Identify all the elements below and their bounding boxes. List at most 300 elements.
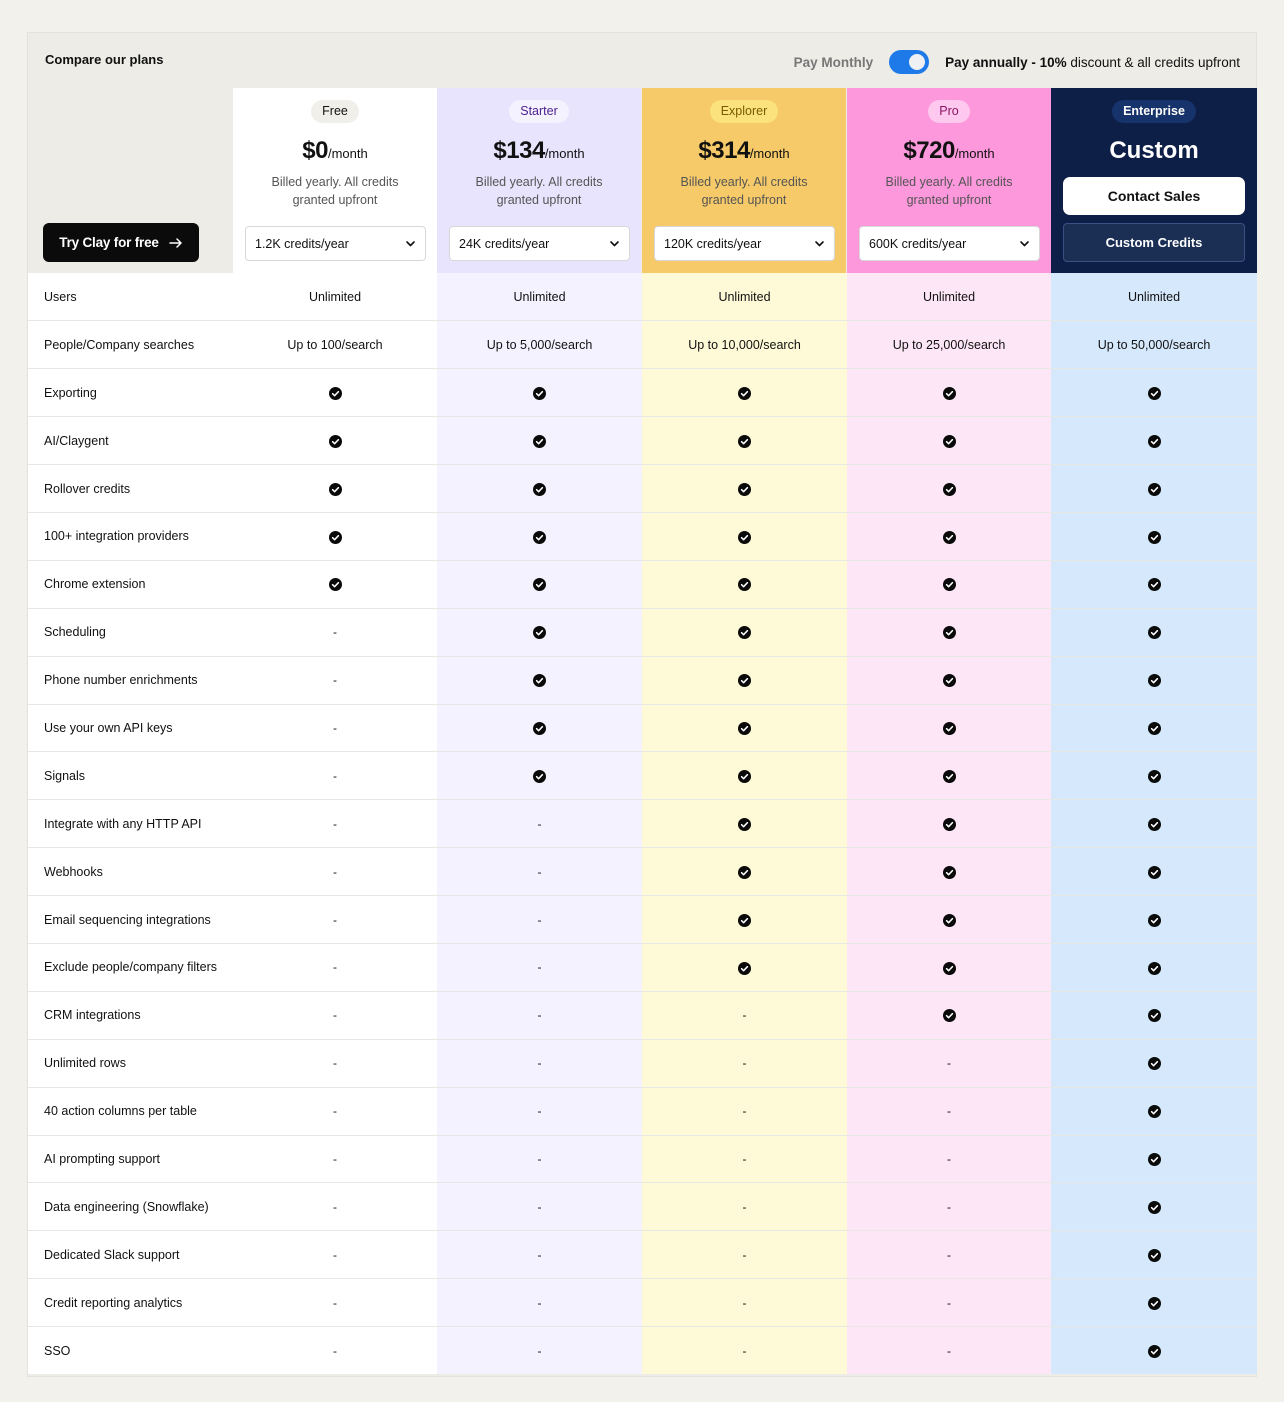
cell-value: Up to 25,000/search (892, 337, 1006, 352)
price-amount: $0 (302, 137, 328, 164)
check-circle-icon (533, 577, 546, 591)
check-circle-icon (738, 817, 751, 831)
check-circle-icon (738, 912, 751, 926)
cell-free (233, 704, 437, 752)
not-included-dash: - (537, 1056, 542, 1071)
cell-free (233, 321, 437, 369)
feature-name: Signals (28, 752, 233, 800)
cell-explorer-included (642, 704, 847, 752)
cell-enterprise-included (1051, 1279, 1257, 1327)
check-circle-icon (943, 817, 956, 831)
credits-select[interactable] (654, 226, 835, 261)
cell-enterprise-included (1051, 991, 1257, 1039)
check-circle-icon (533, 481, 546, 495)
cell-enterprise-included (1051, 417, 1257, 465)
price-amount: $720 (903, 137, 955, 164)
feature-name: CRM integrations (28, 991, 233, 1039)
cell-explorer-included (642, 608, 847, 656)
not-included-dash: - (333, 960, 337, 975)
not-included-dash: - (947, 1295, 951, 1310)
feature-row (28, 560, 1257, 608)
cell-starter-included (437, 752, 642, 800)
check-circle-icon (943, 481, 956, 495)
check-circle-icon (533, 529, 546, 543)
cell-pro (847, 1231, 1051, 1279)
feature-name: Unlimited rows (28, 1039, 233, 1087)
not-included-dash: - (742, 1056, 747, 1071)
not-included-dash: - (333, 1151, 337, 1166)
feature-name: 100+ integration providers (28, 512, 233, 560)
feature-name: Users (28, 273, 233, 321)
cell-pro-included (847, 369, 1051, 417)
cell-starter (437, 321, 642, 369)
not-included-dash: - (333, 1247, 337, 1262)
check-circle-icon (533, 434, 546, 448)
not-included-dash: - (537, 1008, 542, 1023)
not-included-dash: - (947, 1104, 951, 1119)
cell-free (233, 943, 437, 991)
cell-enterprise (1051, 273, 1257, 321)
pay-annually-bold: Pay annually - 10% (945, 54, 1067, 70)
check-circle-icon (329, 577, 342, 591)
cell-explorer (642, 321, 847, 369)
cell-enterprise-included (1051, 656, 1257, 704)
check-circle-icon (329, 386, 342, 400)
cell-pro-included (847, 512, 1051, 560)
feature-name: People/Company searches (28, 321, 233, 369)
not-included-dash: - (537, 1247, 542, 1262)
cell-free (233, 608, 437, 656)
cell-free (233, 1135, 437, 1183)
cell-enterprise-included (1051, 848, 1257, 896)
credits-select-value: 24K credits/year (459, 236, 550, 251)
cell-pro-included (847, 800, 1051, 848)
cell-explorer-included (642, 752, 847, 800)
cell-value: Up to 10,000/search (688, 337, 801, 352)
toggle-knob (909, 54, 925, 70)
cell-enterprise-included (1051, 608, 1257, 656)
not-included-dash: - (742, 1151, 747, 1166)
cell-free-included (233, 560, 437, 608)
cell-enterprise-included (1051, 1327, 1257, 1375)
cell-starter-included (437, 369, 642, 417)
cell-pro (847, 1279, 1051, 1327)
cell-pro (847, 1087, 1051, 1135)
cell-free (233, 656, 437, 704)
arrow-right-icon (169, 236, 183, 250)
cell-pro-included (847, 417, 1051, 465)
check-circle-icon (943, 434, 956, 448)
feature-name: AI/Claygent (28, 417, 233, 465)
feature-row (28, 512, 1257, 560)
check-circle-icon (1148, 1056, 1161, 1070)
feature-row (28, 943, 1257, 991)
cell-free (233, 1327, 437, 1375)
plan-badge: Starter (509, 100, 569, 123)
cell-starter (437, 991, 642, 1039)
not-included-dash: - (537, 960, 542, 975)
contact-sales-button[interactable]: Contact Sales (1063, 177, 1245, 215)
feature-row (28, 1087, 1257, 1135)
check-circle-icon (943, 721, 956, 735)
check-circle-icon (738, 434, 751, 448)
billing-note: Billed yearly. All credits granted upfront (271, 175, 399, 207)
features-table (28, 273, 1257, 1374)
cell-explorer-included (642, 800, 847, 848)
feature-name: Phone number enrichments (28, 656, 233, 704)
feature-row (28, 704, 1257, 752)
check-circle-icon (943, 625, 956, 639)
not-included-dash: - (947, 1247, 951, 1262)
feature-name: Chrome extension (28, 560, 233, 608)
feature-row (28, 656, 1257, 704)
cell-explorer (642, 1135, 847, 1183)
cell-starter (437, 1231, 642, 1279)
check-circle-icon (1148, 1152, 1161, 1166)
check-circle-icon (943, 865, 956, 879)
not-included-dash: - (333, 1008, 337, 1023)
not-included-dash: - (742, 1008, 747, 1023)
feature-name: Data engineering (Snowflake) (28, 1183, 233, 1231)
credits-select-value: 120K credits/year (664, 236, 762, 251)
cell-free (233, 800, 437, 848)
feature-name: Email sequencing integrations (28, 896, 233, 944)
check-circle-icon (1148, 577, 1161, 591)
plan-price (642, 138, 846, 167)
cell-pro-included (847, 656, 1051, 704)
plan-free (233, 88, 437, 273)
cell-starter-included (437, 560, 642, 608)
cell-pro (847, 321, 1051, 369)
check-circle-icon (1148, 721, 1161, 735)
cell-explorer (642, 273, 847, 321)
cell-enterprise-included (1051, 896, 1257, 944)
cell-explorer-included (642, 560, 847, 608)
cell-value: Unlimited (718, 289, 771, 304)
not-included-dash: - (333, 673, 337, 688)
check-circle-icon (533, 769, 546, 783)
plan-explorer (642, 88, 846, 273)
feature-name: Scheduling (28, 608, 233, 656)
cell-explorer (642, 991, 847, 1039)
cell-starter (437, 1279, 642, 1327)
cell-explorer (642, 1231, 847, 1279)
check-circle-icon (1148, 1248, 1161, 1262)
plan-enterprise (1051, 88, 1257, 273)
check-circle-icon (1148, 912, 1161, 926)
cell-starter (437, 273, 642, 321)
billing-note: Billed yearly. All credits granted upfront (680, 175, 808, 207)
check-circle-icon (943, 529, 956, 543)
compare-plans-card (27, 32, 1257, 1377)
cell-value: Unlimited (308, 289, 362, 304)
check-circle-icon (738, 721, 751, 735)
check-circle-icon (1148, 1296, 1161, 1310)
cell-enterprise (1051, 321, 1257, 369)
cell-enterprise-included (1051, 1231, 1257, 1279)
cell-value: Up to 5,000/search (486, 337, 593, 352)
check-circle-icon (1148, 625, 1161, 639)
credits-select-value: 1.2K credits/year (255, 236, 349, 251)
feature-row (28, 273, 1257, 321)
not-included-dash: - (333, 864, 337, 879)
credits-select[interactable] (245, 226, 426, 261)
cell-free (233, 1087, 437, 1135)
cell-free-included (233, 512, 437, 560)
check-circle-icon (1148, 481, 1161, 495)
not-included-dash: - (333, 1199, 337, 1214)
not-included-dash: - (742, 1247, 747, 1262)
check-circle-icon (738, 529, 751, 543)
cell-explorer-included (642, 512, 847, 560)
check-circle-icon (1148, 673, 1161, 687)
feature-row (28, 1231, 1257, 1279)
cell-pro-included (847, 752, 1051, 800)
not-included-dash: - (333, 1056, 337, 1071)
chevron-down-icon (405, 238, 416, 249)
chevron-down-icon (609, 238, 620, 249)
cell-pro (847, 273, 1051, 321)
check-circle-icon (738, 865, 751, 879)
not-included-dash: - (333, 720, 337, 735)
check-circle-icon (1148, 817, 1161, 831)
not-included-dash: - (333, 816, 337, 831)
cell-explorer-included (642, 417, 847, 465)
not-included-dash: - (947, 1199, 951, 1214)
not-included-dash: - (537, 1199, 542, 1214)
check-circle-icon (1148, 1008, 1161, 1022)
feature-row (28, 1279, 1257, 1327)
cell-starter (437, 1087, 642, 1135)
cell-free-included (233, 369, 437, 417)
feature-name: Webhooks (28, 848, 233, 896)
cell-pro-included (847, 848, 1051, 896)
plan-starter (437, 88, 641, 273)
check-circle-icon (738, 577, 751, 591)
cell-free (233, 991, 437, 1039)
pay-annually-rest: discount & all credits upfront (1066, 54, 1240, 70)
feature-row (28, 1135, 1257, 1183)
not-included-dash: - (333, 625, 337, 640)
cell-explorer (642, 1087, 847, 1135)
check-circle-icon (533, 673, 546, 687)
not-included-dash: - (742, 1343, 747, 1358)
not-included-dash: - (537, 1343, 542, 1358)
cell-free (233, 1039, 437, 1087)
not-included-dash: - (537, 864, 542, 879)
cell-starter (437, 1183, 642, 1231)
cell-explorer (642, 1327, 847, 1375)
cell-value: Up to 100/search (287, 337, 383, 352)
cell-starter (437, 943, 642, 991)
feature-name: Rollover credits (28, 465, 233, 513)
feature-row (28, 800, 1257, 848)
price-period: /month (327, 146, 368, 161)
cell-pro-included (847, 991, 1051, 1039)
check-circle-icon (738, 769, 751, 783)
check-circle-icon (943, 912, 956, 926)
billing-toggle-group (794, 50, 1240, 74)
check-circle-icon (533, 386, 546, 400)
cell-pro (847, 1327, 1051, 1375)
not-included-dash: - (537, 1151, 542, 1166)
check-circle-icon (943, 960, 956, 974)
cell-free (233, 752, 437, 800)
credits-select[interactable] (449, 226, 630, 261)
cell-pro-included (847, 704, 1051, 752)
cell-pro-included (847, 943, 1051, 991)
cell-starter (437, 1327, 642, 1375)
plan-pro (847, 88, 1051, 273)
chevron-down-icon (814, 238, 825, 249)
cell-value: Unlimited (922, 289, 976, 304)
check-circle-icon (1148, 960, 1161, 974)
cell-free (233, 1279, 437, 1327)
price-period: /month (749, 146, 790, 161)
cell-free (233, 896, 437, 944)
feature-name: Credit reporting analytics (28, 1279, 233, 1327)
feature-row (28, 896, 1257, 944)
cell-enterprise-included (1051, 704, 1257, 752)
cell-free-included (233, 465, 437, 513)
cell-free-included (233, 417, 437, 465)
cell-pro-included (847, 465, 1051, 513)
not-included-dash: - (947, 1056, 951, 1071)
check-circle-icon (329, 481, 342, 495)
cell-enterprise-included (1051, 560, 1257, 608)
cell-pro (847, 1183, 1051, 1231)
cell-enterprise-included (1051, 800, 1257, 848)
billing-period-toggle[interactable] (889, 50, 929, 74)
feature-row (28, 417, 1257, 465)
price-amount: $314 (698, 137, 750, 164)
plan-price (847, 138, 1051, 167)
plan-price (233, 138, 437, 167)
cell-enterprise-included (1051, 1039, 1257, 1087)
check-circle-icon (943, 1008, 956, 1022)
feature-name: AI prompting support (28, 1135, 233, 1183)
try-clay-free-button[interactable] (43, 223, 199, 262)
billing-note: Billed yearly. All credits granted upfront (475, 175, 603, 207)
feature-name: Integrate with any HTTP API (28, 800, 233, 848)
check-circle-icon (329, 434, 342, 448)
check-circle-icon (1148, 865, 1161, 879)
credits-select[interactable] (859, 226, 1040, 261)
feature-name: Exclude people/company filters (28, 943, 233, 991)
check-circle-icon (1148, 529, 1161, 543)
cell-explorer (642, 1039, 847, 1087)
cell-explorer (642, 1279, 847, 1327)
billing-note: Billed yearly. All credits granted upfront (885, 175, 1013, 207)
not-included-dash: - (333, 768, 337, 783)
not-included-dash: - (333, 912, 337, 927)
check-circle-icon (533, 625, 546, 639)
feature-row (28, 1327, 1257, 1375)
cell-starter (437, 1039, 642, 1087)
check-circle-icon (943, 577, 956, 591)
not-included-dash: - (947, 1343, 951, 1358)
cell-enterprise-included (1051, 1135, 1257, 1183)
cell-pro (847, 1135, 1051, 1183)
check-circle-icon (943, 769, 956, 783)
check-circle-icon (1148, 1200, 1161, 1214)
check-circle-icon (1148, 386, 1161, 400)
not-included-dash: - (742, 1104, 747, 1119)
not-included-dash: - (742, 1295, 747, 1310)
cell-pro-included (847, 608, 1051, 656)
cell-enterprise-included (1051, 943, 1257, 991)
not-included-dash: - (537, 1295, 542, 1310)
cell-starter (437, 896, 642, 944)
cell-explorer-included (642, 848, 847, 896)
cell-free (233, 1231, 437, 1279)
cell-free (233, 848, 437, 896)
price-amount: $134 (493, 137, 545, 164)
check-circle-icon (943, 673, 956, 687)
not-included-dash: - (537, 816, 542, 831)
cell-starter (437, 800, 642, 848)
check-circle-icon (738, 960, 751, 974)
cell-enterprise-included (1051, 512, 1257, 560)
cell-value: Up to 50,000/search (1097, 337, 1211, 352)
cell-explorer-included (642, 943, 847, 991)
plan-badge: Explorer (710, 100, 779, 123)
cell-explorer-included (642, 465, 847, 513)
price-period: /month (544, 146, 585, 161)
pay-monthly-label[interactable]: Pay Monthly (793, 54, 874, 70)
plan-badge: Free (311, 100, 359, 123)
plan-badge: Pro (928, 100, 969, 123)
cell-starter (437, 848, 642, 896)
cell-free (233, 1183, 437, 1231)
feature-name: Exporting (28, 369, 233, 417)
chevron-down-icon (1019, 238, 1030, 249)
check-circle-icon (1148, 1104, 1161, 1118)
feature-row (28, 752, 1257, 800)
cell-enterprise-included (1051, 752, 1257, 800)
check-circle-icon (738, 386, 751, 400)
cell-pro-included (847, 560, 1051, 608)
check-circle-icon (1148, 769, 1161, 783)
feature-row (28, 1183, 1257, 1231)
plan-price: Custom (1109, 137, 1199, 164)
cell-enterprise-included (1051, 1087, 1257, 1135)
cell-enterprise-included (1051, 369, 1257, 417)
check-circle-icon (1148, 434, 1161, 448)
section-title: Compare our plans (45, 52, 164, 67)
feature-row (28, 369, 1257, 417)
cell-explorer-included (642, 656, 847, 704)
cell-starter-included (437, 656, 642, 704)
feature-row (28, 991, 1257, 1039)
not-included-dash: - (537, 912, 542, 927)
custom-credits-button[interactable]: Custom Credits (1063, 223, 1245, 262)
cell-value: Unlimited (1127, 289, 1181, 304)
cell-starter-included (437, 608, 642, 656)
check-circle-icon (738, 625, 751, 639)
cell-starter (437, 1135, 642, 1183)
feature-row (28, 848, 1257, 896)
credits-select-value: 600K credits/year (869, 236, 967, 251)
cell-value: Unlimited (513, 289, 566, 304)
cell-enterprise-included (1051, 465, 1257, 513)
cell-explorer (642, 1183, 847, 1231)
pay-annually-label[interactable] (945, 55, 1240, 70)
not-included-dash: - (742, 1199, 747, 1214)
feature-name: Use your own API keys (28, 704, 233, 752)
price-period: /month (954, 146, 995, 161)
cell-pro-included (847, 896, 1051, 944)
